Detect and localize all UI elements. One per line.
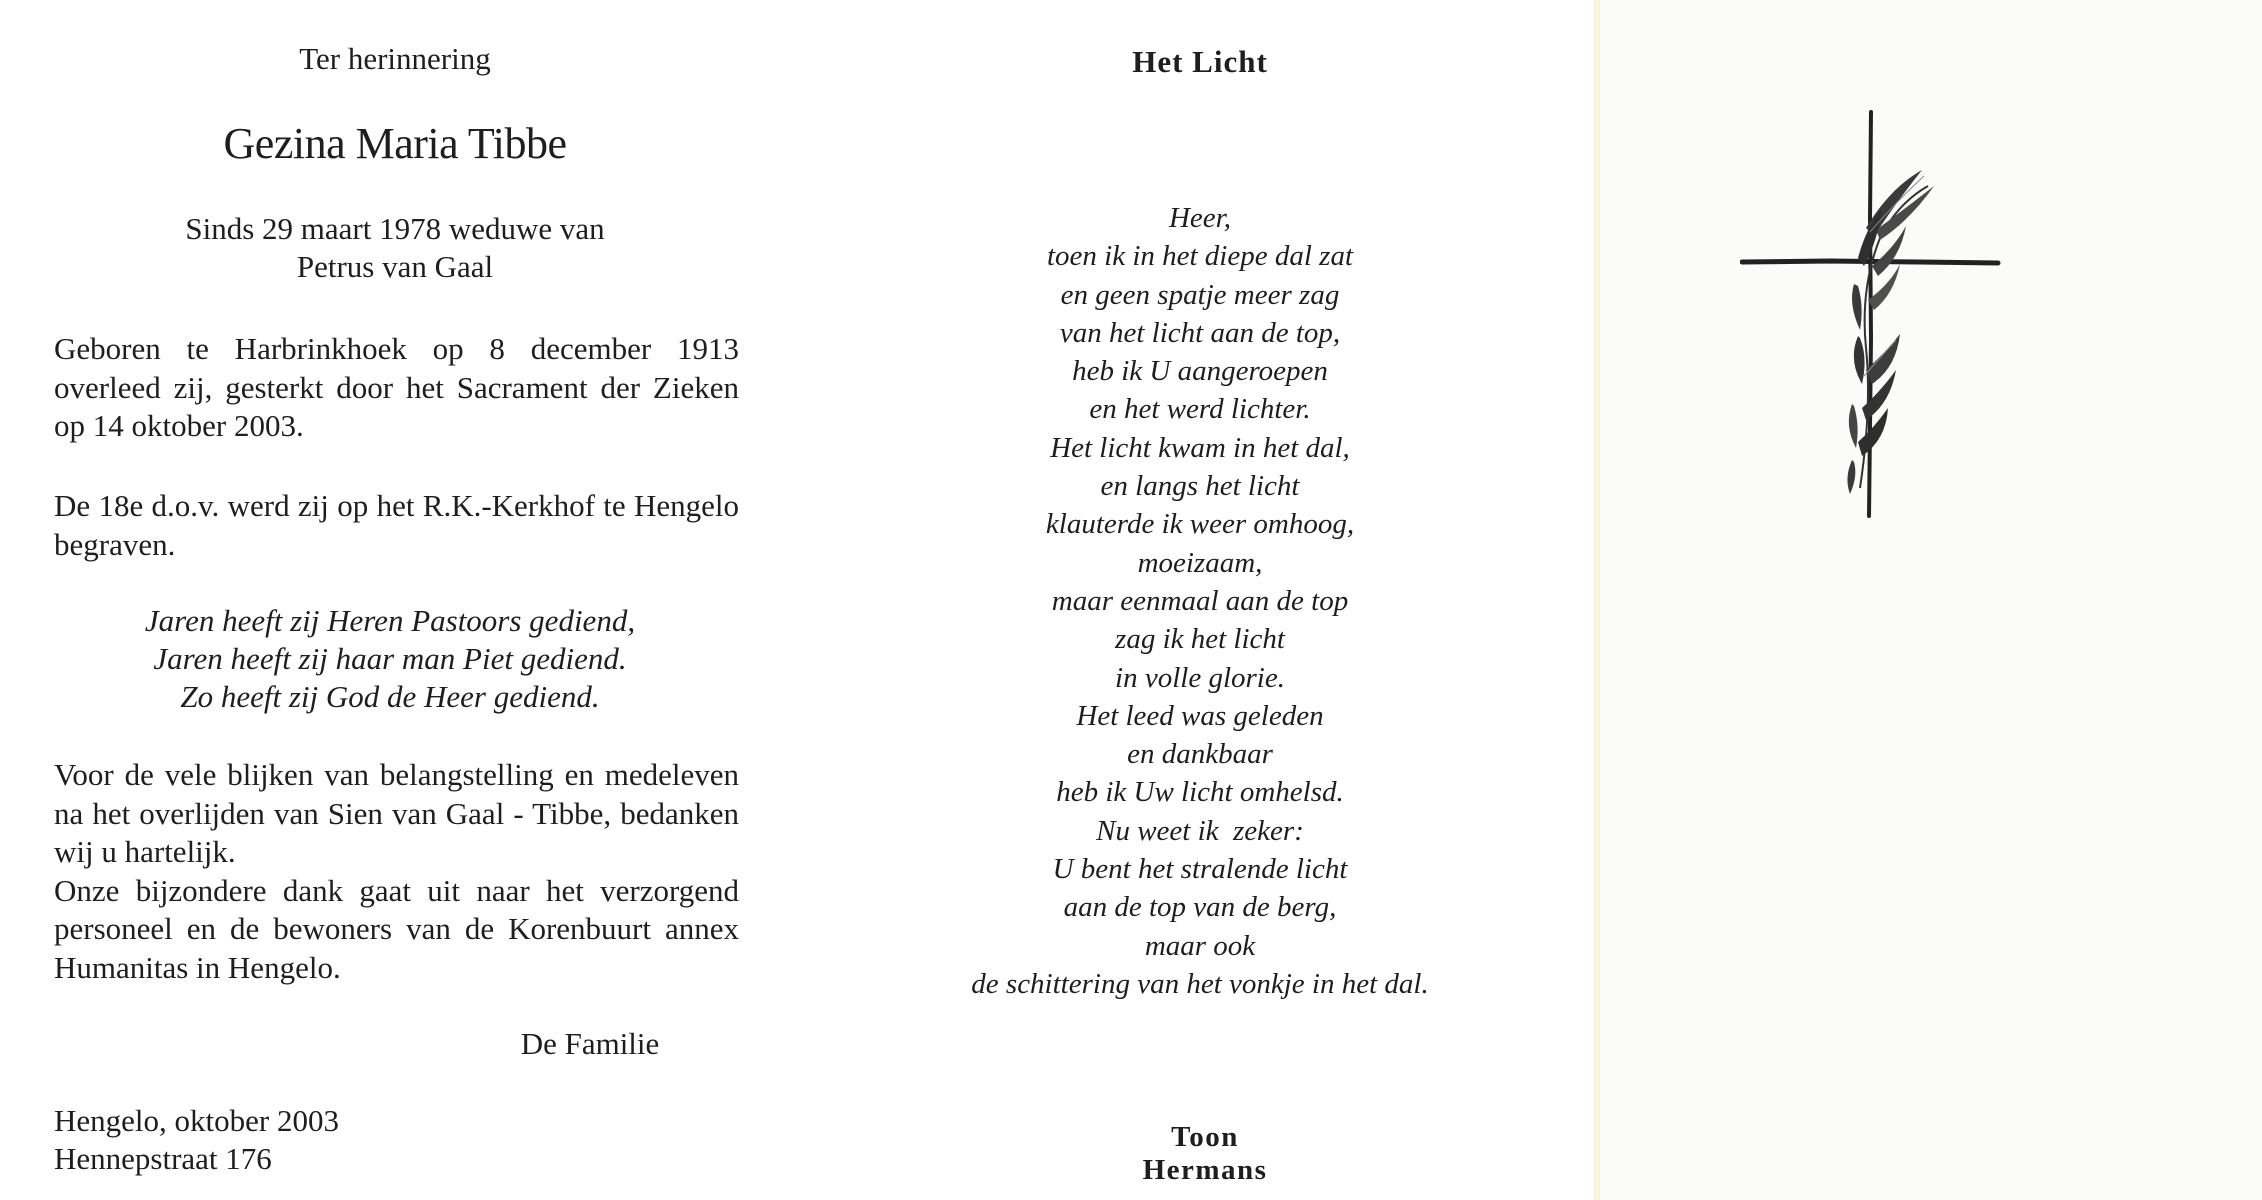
middle-page: [800, 0, 1600, 1200]
poem-line: klauterde ik weer omhoog,: [1045, 508, 1355, 541]
left-page: [0, 0, 800, 1200]
poem-line: en geen spatje meer zag: [1060, 278, 1340, 311]
poem-line: de schittering van het vonkje in het dal.: [971, 967, 1429, 1000]
place-date: Hengelo, oktober 2003: [54, 1103, 339, 1138]
poem-line: Het leed was geleden: [1076, 699, 1324, 732]
poem-title: Het Licht: [1132, 44, 1268, 79]
poem-line: maar eenmaal aan de top: [1051, 584, 1349, 617]
poem-line: heb ik U aangeroepen: [1072, 355, 1328, 388]
verse-line: Zo heeft zij God de Heer gediend.: [180, 679, 600, 714]
poem-line: van het licht aan de top,: [1059, 316, 1341, 349]
widow-block: [120, 210, 670, 286]
family-signature: De Familie: [520, 1026, 660, 1061]
remembrance-heading: Ter herinnering: [299, 41, 491, 76]
birth-death-paragraph: Geboren te Harbrinkhoek op 8 december 1913 overleed zij, gesterkt door het Sacrament der Zieken op 14 oktober 2003.: [54, 331, 739, 443]
poem-line: aan de top van de berg,: [1063, 891, 1337, 924]
poem-line: maar ook: [1144, 929, 1256, 962]
poem: [860, 199, 1540, 1003]
thanks-paragraph: Voor de vele blijken van belangstelling en medeleven na het overlijden van Sien van Gaal - Tibbe, bedanken wij u hartelijk.: [54, 757, 739, 869]
poem-line: en dankbaar: [1127, 738, 1273, 771]
right-page: [1600, 0, 2262, 1200]
memorial-verse: [80, 602, 700, 716]
poem-line: in volle glorie.: [1115, 661, 1285, 694]
poem-line: moeizaam,: [1137, 546, 1263, 579]
verse-line: Jaren heeft zij Heren Pastoors gediend,: [144, 603, 636, 638]
poem-line: heb ik Uw licht omhelsd.: [1056, 776, 1344, 809]
poem-author: Toon Hermans: [1142, 1121, 1268, 1186]
cross-with-palm-branch-icon: [1740, 108, 2030, 528]
widow-line: Sinds 29 maart 1978 weduwe van: [185, 211, 605, 246]
address: Hennepstraat 176: [54, 1141, 272, 1176]
husband-name: Petrus van Gaal: [296, 249, 494, 284]
place-date-block: [54, 1102, 454, 1178]
burial-paragraph: De 18e d.o.v. werd zij op het R.K.-Kerkhof te Hengelo begraven.: [54, 488, 739, 562]
deceased-name: Gezina Maria Tibbe: [223, 119, 567, 168]
thanks-block: [54, 756, 739, 987]
special-thanks-paragraph: Onze bijzondere dank gaat uit naar het verzorgend personeel en de bewoners van de Korenbuurt annex Humanitas in Hengelo.: [54, 872, 739, 985]
verse-line: Jaren heeft zij haar man Piet gediend.: [153, 641, 627, 676]
poem-line: Nu weet ik zeker:: [1096, 814, 1304, 847]
poem-line: Heer,: [1168, 202, 1231, 234]
poem-line: toen ik in het diepe dal zat: [1046, 240, 1354, 273]
poem-line: en het werd lichter.: [1089, 393, 1311, 426]
poem-line: en langs het licht: [1100, 470, 1300, 503]
poem-line: Het licht kwam in het dal,: [1050, 431, 1350, 464]
poem-line: U bent het stralende licht: [1052, 853, 1348, 886]
poem-line: zag ik het licht: [1115, 623, 1285, 656]
